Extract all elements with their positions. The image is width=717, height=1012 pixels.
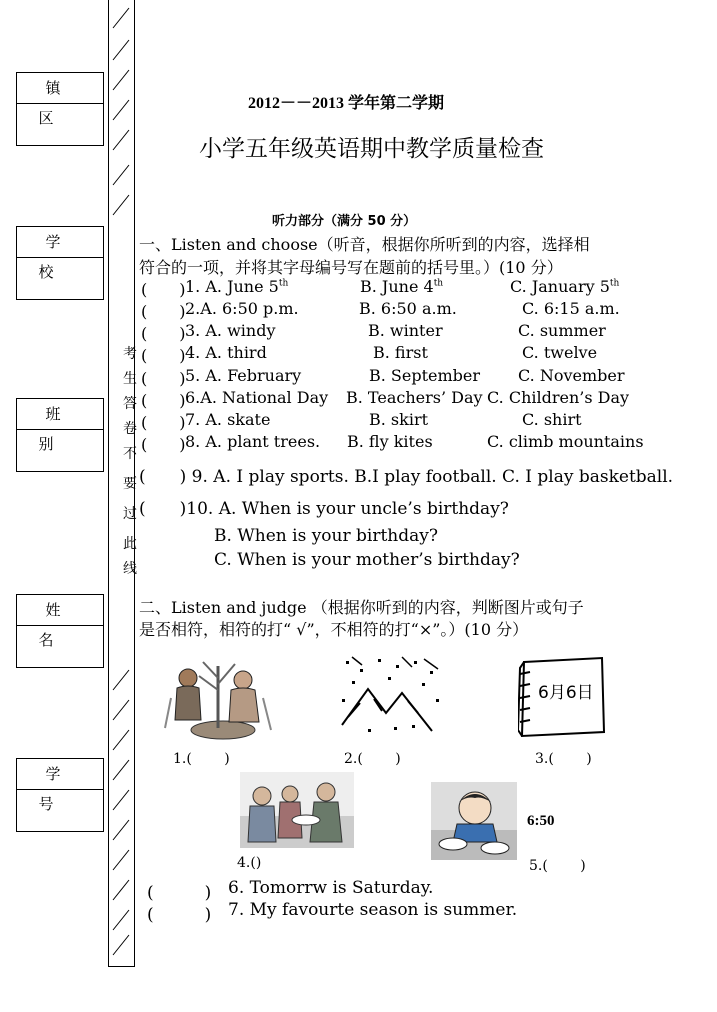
answer-paren[interactable]: ( ) [141, 413, 186, 432]
part2-heading-line1: 二、Listen and judge （根据你听到的内容，判断图片或句子 [139, 598, 584, 617]
planting-tree-picture [163, 658, 277, 744]
warning-char: 不 [123, 446, 137, 462]
answer-paren[interactable]: ( ) [141, 391, 186, 410]
option-b: B. winter [368, 321, 443, 340]
superscript: th [609, 278, 620, 289]
option-c: C. Children’s Day [487, 388, 630, 407]
superscript: th [433, 278, 444, 289]
town-label: 镇 区 [17, 73, 103, 104]
option-c: C. 6:15 a.m. [522, 299, 620, 318]
option-a [185, 277, 288, 296]
option-b: B. Teachers’ Day [346, 388, 483, 407]
sentence-6-paren[interactable]: ( ) [147, 883, 212, 903]
superscript: th [278, 278, 289, 289]
option-b: B. September [369, 366, 481, 385]
option-a-text: 1. A. June 5 [185, 277, 279, 296]
part1-heading-line2: 符合的一项，并将其字母编号写在题前的括号里。）(10 分） [139, 258, 563, 277]
option-c-text: C. January 5 [510, 277, 610, 296]
answer-paren[interactable]: ( ) [141, 346, 186, 365]
answer-paren[interactable]: ( ) [141, 369, 186, 388]
seal-line-warning [123, 346, 139, 586]
warning-char: 此 [123, 536, 137, 552]
picture-2-answer[interactable]: 2.( ) [344, 751, 401, 767]
option-b: B. skirt [369, 410, 429, 429]
warning-char: 生 [123, 371, 137, 387]
option-c: C. shirt [522, 410, 582, 429]
warning-char: 卷 [123, 421, 137, 437]
town-box[interactable] [16, 72, 104, 146]
snowy-mountains-picture [338, 655, 446, 739]
option-a: 5. A. February [185, 366, 302, 385]
option-c: C. November [518, 366, 625, 385]
option-a: 2.A. 6:50 p.m. [185, 299, 299, 318]
school-box[interactable] [16, 226, 104, 300]
part2-heading-line2: 是否相符，相符的打“ √”，不相符的打“×”。）(10 分） [139, 620, 529, 639]
picture-3-answer[interactable]: 3.( ) [535, 751, 592, 767]
student-number-box[interactable] [16, 758, 104, 832]
sentence-6-text: 6. Tomorrw is Saturday. [228, 878, 434, 898]
answer-paren[interactable]: ( ) [141, 280, 186, 299]
answer-paren[interactable]: ( ) [141, 302, 186, 321]
picture-1-answer[interactable]: 1.( ) [173, 751, 230, 767]
option-b [360, 277, 443, 296]
sentence-7-paren[interactable]: ( ) [147, 905, 212, 925]
family-picture [240, 772, 354, 848]
school-year: 2012－－2013 学年第二学期 [248, 95, 445, 112]
answer-paren[interactable]: ( ) [141, 435, 186, 454]
item-10-option-b: B. When is your birthday? [214, 526, 438, 546]
listening-section-title: 听力部分（满分 50 分） [272, 214, 417, 229]
item-9: ( ) 9. A. I play sports. B.I play football. C. I play basketball. [139, 467, 674, 487]
option-b: B. 6:50 a.m. [359, 299, 457, 318]
option-a: 4. A. third [185, 343, 267, 362]
part1-heading-line1: 一、Listen and choose（听音，根据你所听到的内容，选择相 [139, 235, 590, 254]
warning-char: 过 [123, 506, 137, 522]
calendar-picture [518, 656, 606, 738]
warning-char: 线 [123, 561, 137, 577]
option-b: B. first [373, 343, 428, 362]
option-c: C. summer [518, 321, 606, 340]
item-10: ( )10. A. When is your uncle’s birthday? [139, 499, 509, 519]
answer-paren[interactable]: ( ) [141, 324, 186, 343]
student-number-label: 学 号 [17, 759, 103, 790]
option-a: 3. A. windy [185, 321, 276, 340]
option-b-text: B. June 4 [360, 277, 434, 296]
warning-char: 考 [123, 346, 137, 362]
school-label: 学 校 [17, 227, 103, 258]
name-box[interactable] [16, 594, 104, 668]
sentence-7-text: 7. My favourte season is summer. [228, 900, 518, 920]
option-a: 6.A. National Day [185, 388, 329, 407]
exam-title: 小学五年级英语期中教学质量检查 [199, 136, 544, 162]
option-c: C. twelve [522, 343, 598, 362]
class-label: 班 别 [17, 399, 103, 430]
calendar-date: 6月6日 [538, 683, 594, 703]
option-a: 7. A. skate [185, 410, 271, 429]
item-10-option-c: C. When is your mother’s birthday? [214, 550, 520, 570]
picture-5-answer[interactable]: 5.( ) [529, 858, 586, 874]
picture-4-answer[interactable]: 4.() [237, 855, 262, 871]
class-box[interactable] [16, 398, 104, 472]
option-c: C. climb mountains [487, 432, 644, 451]
warning-char: 要 [123, 476, 137, 492]
option-c [510, 277, 619, 296]
boy-eating-picture [431, 782, 517, 860]
option-b: B. fly kites [347, 432, 433, 451]
warning-char: 答 [123, 396, 137, 412]
name-label: 姓 名 [17, 595, 103, 626]
clock-time: 6:50 [527, 813, 555, 829]
option-a: 8. A. plant trees. [185, 432, 321, 451]
